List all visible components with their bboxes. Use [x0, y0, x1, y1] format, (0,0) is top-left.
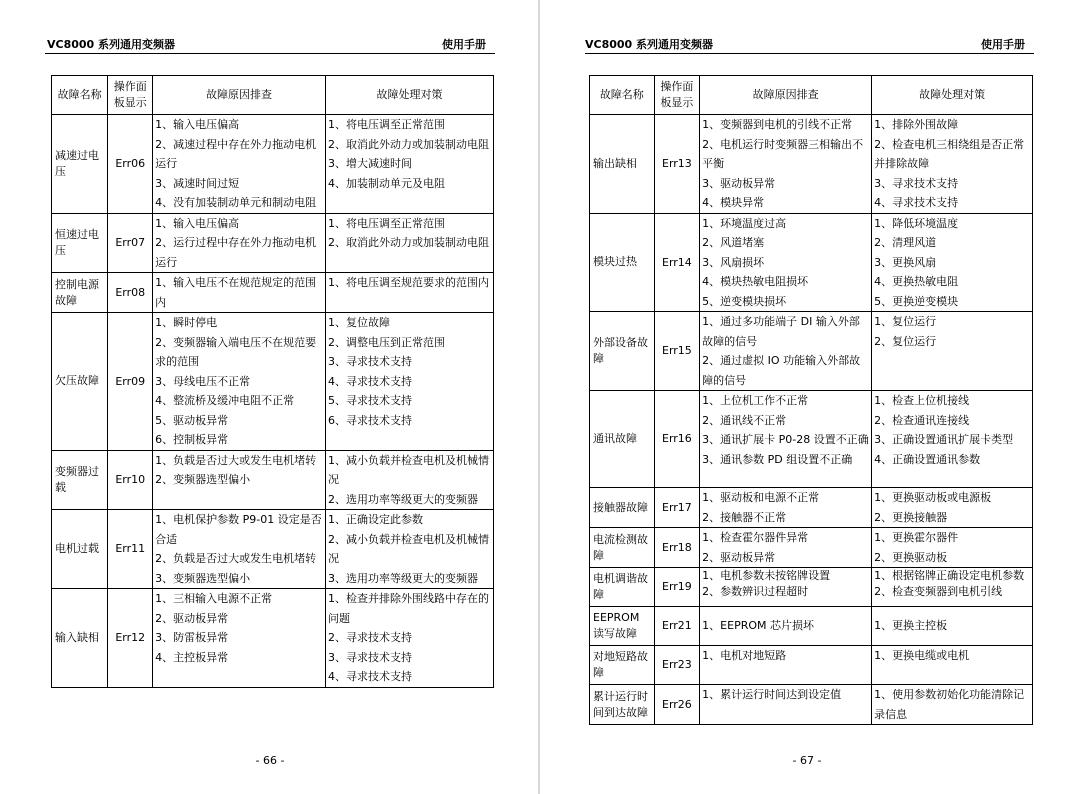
fault-code: Err06 [108, 115, 153, 214]
cause-cell [700, 115, 872, 214]
cause-line: 4、没有加装制动单元和制动电阻 [155, 196, 317, 209]
fault-name: 变频器过载 [52, 450, 108, 510]
cause-line: 2、驱动板异常 [155, 611, 229, 625]
cause-line: 1、累计运行时间达到设定值 [702, 688, 842, 701]
action-cell [326, 510, 494, 589]
action-line: 4、正确设置通讯参数 [874, 452, 981, 466]
cause-line: 3、母线电压不正常 [155, 374, 251, 388]
table-row [590, 568, 1033, 607]
action-line: 4、加装制动单元及电阻 [328, 176, 445, 190]
fault-code: Err15 [654, 312, 700, 391]
cause-line: 2、负载是否过大或发生电机堵转 [155, 552, 317, 565]
fault-code: Err10 [108, 450, 153, 510]
action-line: 2、复位运行 [874, 334, 937, 348]
cause-line: 1、电机参数未按铭牌设置 [702, 569, 831, 582]
cause-line: 2、运行过程中存在外力拖动电机运行 [155, 236, 317, 269]
cause-cell [700, 607, 872, 646]
action-line: 6、寻求技术支持 [328, 413, 412, 427]
cause-cell [153, 115, 326, 214]
action-line: 1、检查上位机接线 [874, 394, 970, 407]
fault-code: Err08 [108, 273, 153, 313]
table-row [590, 213, 1033, 312]
table-row [52, 589, 494, 688]
cause-line: 1、电机对地短路 [702, 649, 787, 662]
cause-line: 3、通讯扩展卡 P0-28 设置不正确 [702, 433, 869, 446]
header-cause: 故障原因排查 [153, 76, 326, 115]
action-line: 3、寻求技术支持 [328, 650, 412, 664]
cause-cell [153, 313, 326, 451]
left-page [0, 0, 538, 794]
cause-line: 2、驱动板异常 [702, 550, 776, 564]
right-page [540, 0, 1077, 794]
cause-line: 2、通讯线不正常 [702, 413, 787, 427]
cause-line: 5、逆变模块损坏 [702, 294, 787, 308]
action-line: 2、更换接触器 [874, 510, 948, 524]
cause-line: 1、驱动板和电源不正常 [702, 491, 820, 504]
action-line: 1、将电压调至规范要求的范围内 [328, 276, 489, 289]
table-row [590, 312, 1033, 391]
action-line: 4、寻求技术支持 [874, 196, 959, 209]
fault-code: Err21 [654, 607, 700, 646]
cause-line: 1、瞬时停电 [155, 316, 218, 329]
action-cell [872, 115, 1033, 214]
cause-line: 3、变频器选型偏小 [155, 571, 251, 585]
fault-name: 外部设备故障 [590, 312, 655, 391]
header-rule [585, 53, 1034, 54]
action-cell [872, 312, 1033, 391]
fault-name: 输入缺相 [52, 589, 108, 688]
action-cell [326, 589, 494, 688]
fault-code: Err17 [654, 488, 700, 528]
action-line: 3、增大减速时间 [328, 157, 412, 170]
action-line: 2、取消此外动力或加装制动电阻 [328, 236, 489, 249]
cause-cell [700, 568, 872, 607]
action-line: 1、复位运行 [874, 315, 937, 328]
action-line: 2、寻求技术支持 [328, 631, 412, 644]
cause-line: 2、参数辨识过程超时 [702, 585, 809, 598]
action-line: 2、减小负载并检查电机及机械情况 [328, 532, 489, 565]
action-line: 1、复位故障 [328, 316, 390, 329]
fault-name: 输出缺相 [590, 115, 655, 214]
table-header-row [52, 76, 494, 115]
header-right: 使用手册 [442, 38, 486, 51]
fault-name: 欠压故障 [52, 313, 108, 451]
cause-line: 1、检查霍尔器件异常 [702, 531, 809, 544]
cause-line: 6、控制板异常 [155, 433, 229, 446]
cause-line: 1、上位机工作不正常 [702, 394, 809, 407]
table-row [590, 115, 1033, 214]
cause-line: 2、电机运行时变频器三相输出不平衡 [702, 137, 864, 170]
action-line: 1、减小负载并检查电机及机械情况 [328, 453, 489, 486]
cause-line: 1、环境温度过高 [702, 216, 787, 230]
fault-name: 电机调谐故障 [590, 568, 655, 607]
page-number: - 67 - [792, 754, 822, 767]
cause-line: 2、通过虚拟 IO 功能输入外部故障的信号 [702, 354, 861, 387]
fault-code: Err07 [108, 213, 153, 273]
fault-name: 对地短路故障 [590, 646, 655, 685]
action-line: 1、使用参数初始化功能清除记录信息 [874, 688, 1025, 721]
header-right: 使用手册 [981, 38, 1025, 51]
cause-line: 1、EEPROM 芯片损坏 [702, 619, 814, 633]
action-line: 2、取消此外动力或加装制动电阻 [328, 137, 489, 151]
fault-code: Err12 [108, 589, 153, 688]
cause-line: 3、防雷板异常 [155, 631, 229, 644]
fault-name: 接触器故障 [590, 488, 655, 528]
fault-name: 通讯故障 [590, 391, 655, 488]
cause-cell [153, 450, 326, 510]
cause-line: 1、通过多功能端子 DI 输入外部故障的信号 [702, 315, 860, 348]
action-line: 1、排除外围故障 [874, 118, 959, 131]
action-line: 4、寻求技术支持 [328, 670, 412, 683]
table-row [52, 273, 494, 313]
action-cell [872, 607, 1033, 646]
table-row [52, 115, 494, 214]
cause-line: 1、三相输入电源不正常 [155, 592, 273, 605]
cause-cell [700, 488, 872, 528]
action-line: 2、清理风道 [874, 236, 937, 249]
action-line: 2、选用功率等级更大的变频器 [328, 492, 478, 506]
fault-code: Err13 [654, 115, 700, 214]
action-line: 3、更换风扇 [874, 255, 937, 269]
fault-code: Err11 [108, 510, 153, 589]
cause-cell [153, 589, 326, 688]
cause-line: 1、输入电压偏高 [155, 118, 240, 131]
cause-line: 4、模块异常 [702, 196, 765, 209]
fault-code: Err14 [654, 213, 700, 312]
cause-line: 1、负载是否过大或发生电机堵转 [155, 453, 317, 467]
table-row [590, 528, 1033, 568]
fault-name: 电流检测故障 [590, 528, 655, 568]
header-cause: 故障原因排查 [700, 76, 872, 115]
header-fault-name: 故障名称 [590, 76, 655, 115]
cause-line: 1、输入电压不在规范规定的范围内 [155, 276, 317, 309]
action-line: 2、调整电压到正常范围 [328, 335, 445, 349]
action-cell [872, 528, 1033, 568]
cause-line: 1、电机保护参数 P9-01 设定是否合适 [155, 513, 322, 546]
fault-table-left [51, 75, 494, 688]
action-line: 1、更换霍尔器件 [874, 531, 959, 544]
fault-name: 累计运行时间到达故障 [590, 685, 655, 725]
action-cell [326, 273, 494, 313]
action-line: 2、检查电机三相绕组是否正常并排除故障 [874, 137, 1025, 170]
action-cell [326, 213, 494, 273]
cause-line: 4、主控板异常 [155, 650, 229, 664]
action-line: 1、更换驱动板或电源板 [874, 491, 992, 504]
action-line: 1、将电压调至正常范围 [328, 216, 445, 230]
cause-cell [700, 312, 872, 391]
action-line: 1、将电压调至正常范围 [328, 118, 445, 131]
action-line: 4、寻求技术支持 [328, 374, 412, 388]
fault-code: Err23 [654, 646, 700, 685]
action-line: 3、正确设置通讯扩展卡类型 [874, 433, 1014, 446]
cause-cell [700, 646, 872, 685]
cause-line: 1、变频器到电机的引线不正常 [702, 118, 853, 131]
action-line: 1、检查并排除外围线路中存在的问题 [328, 592, 489, 625]
action-cell [872, 685, 1033, 725]
header-title: VC8000 系列通用变频器 [585, 38, 714, 51]
fault-name: 模块过热 [590, 213, 655, 312]
header-panel-display: 操作面板显示 [654, 76, 700, 115]
action-line: 5、更换逆变模块 [874, 294, 959, 308]
action-cell [872, 568, 1033, 607]
action-line: 3、寻求技术支持 [874, 176, 959, 190]
fault-name: 恒速过电压 [52, 213, 108, 273]
action-line: 1、更换电缆或电机 [874, 649, 970, 662]
fault-name: 控制电源故障 [52, 273, 108, 313]
table-row [590, 488, 1033, 528]
header-action: 故障处理对策 [872, 76, 1033, 115]
cause-line: 3、通讯参数 PD 组设置不正确 [702, 452, 853, 466]
fault-name: EEPROM 读写故障 [590, 607, 655, 646]
fault-name: 减速过电压 [52, 115, 108, 214]
table-row [590, 607, 1033, 646]
cause-line: 3、减速时间过短 [155, 176, 240, 190]
table-row [52, 313, 494, 451]
cause-line: 3、驱动板异常 [702, 176, 776, 190]
action-line: 4、更换热敏电阻 [874, 275, 959, 288]
cause-line: 2、变频器输入端电压不在规范要求的范围 [155, 335, 317, 368]
cause-cell [153, 213, 326, 273]
table-row [590, 391, 1033, 488]
action-line: 1、根据铭牌正确设定电机参数 [874, 569, 1025, 582]
action-line: 1、更换主控板 [874, 619, 948, 633]
cause-line: 4、模块热敏电阻损坏 [702, 275, 809, 288]
cause-line: 2、风道堵塞 [702, 236, 765, 249]
cause-line: 2、变频器选型偏小 [155, 473, 251, 486]
action-cell [326, 313, 494, 451]
fault-code: Err16 [654, 391, 700, 488]
cause-cell [700, 528, 872, 568]
fault-name: 电机过载 [52, 510, 108, 589]
table-row [52, 450, 494, 510]
action-cell [326, 115, 494, 214]
cause-cell [153, 510, 326, 589]
action-line: 2、更换驱动板 [874, 550, 948, 564]
table-row [52, 510, 494, 589]
cause-cell [700, 213, 872, 312]
cause-line: 2、接触器不正常 [702, 510, 787, 524]
action-line: 2、检查变频器到电机引线 [874, 585, 1003, 598]
action-line: 5、寻求技术支持 [328, 394, 412, 407]
fault-code: Err26 [654, 685, 700, 725]
fault-table-right [589, 75, 1033, 725]
cause-cell [700, 685, 872, 725]
action-cell [872, 213, 1033, 312]
action-cell [326, 450, 494, 510]
action-line: 2、检查通讯连接线 [874, 413, 970, 427]
table-header-row [590, 76, 1033, 115]
cause-line: 3、风扇损坏 [702, 255, 765, 269]
page-number: - 66 - [255, 754, 285, 767]
table-row [52, 213, 494, 273]
fault-code: Err09 [108, 313, 153, 451]
cause-cell [153, 273, 326, 313]
cause-cell [700, 391, 872, 488]
action-cell [872, 391, 1033, 488]
table-row [590, 646, 1033, 685]
action-line: 1、正确设定此参数 [328, 513, 423, 526]
action-cell [872, 488, 1033, 528]
action-line: 1、降低环境温度 [874, 216, 959, 230]
header-panel-display: 操作面板显示 [108, 76, 153, 115]
header-rule [45, 53, 495, 54]
cause-line: 4、整流桥及缓冲电阻不正常 [155, 394, 295, 407]
cause-line: 2、减速过程中存在外力拖动电机运行 [155, 137, 317, 170]
action-line: 3、选用功率等级更大的变频器 [328, 571, 478, 585]
header-title: VC8000 系列通用变频器 [47, 38, 176, 51]
header-action: 故障处理对策 [326, 76, 494, 115]
fault-code: Err19 [654, 568, 700, 607]
header-fault-name: 故障名称 [52, 76, 108, 115]
fault-code: Err18 [654, 528, 700, 568]
table-row [590, 685, 1033, 725]
action-cell [872, 646, 1033, 685]
cause-line: 5、驱动板异常 [155, 413, 229, 427]
action-line: 3、寻求技术支持 [328, 355, 412, 368]
cause-line: 1、输入电压偏高 [155, 216, 240, 230]
